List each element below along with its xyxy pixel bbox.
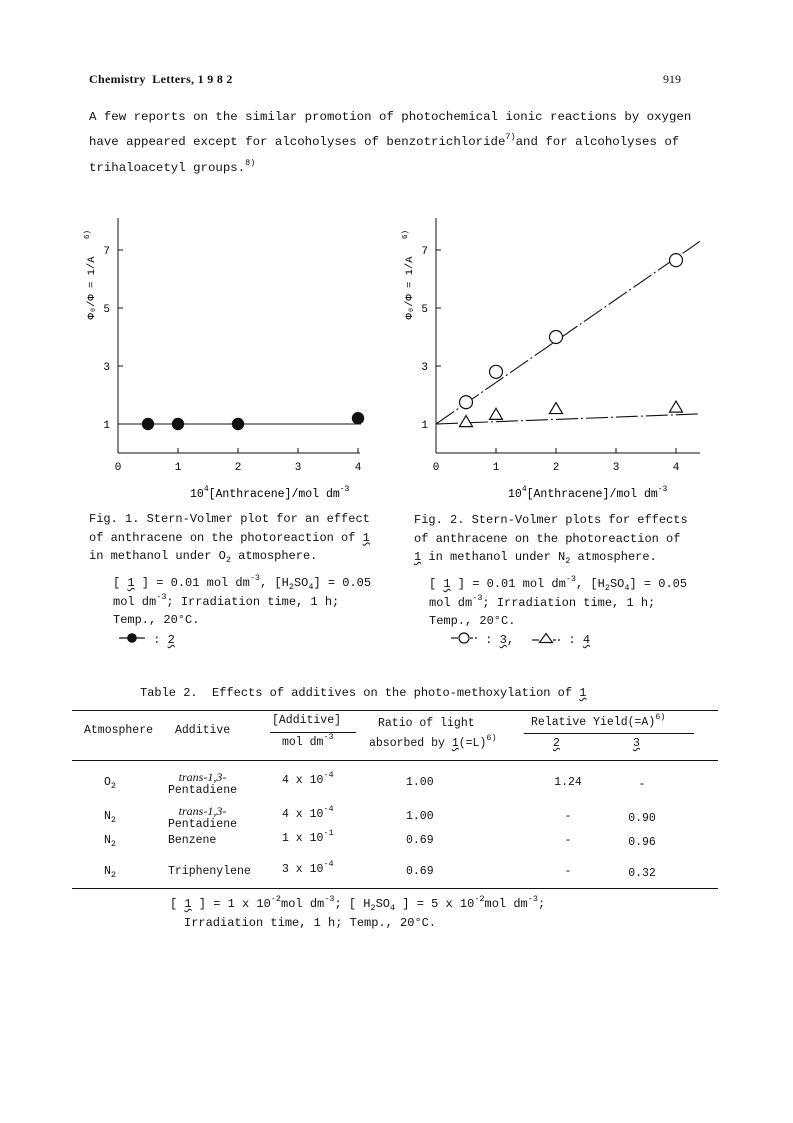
- fig1-legend: [118, 631, 175, 650]
- fig2-caption-text: in methanol under N: [421, 550, 566, 564]
- fig2-x-tick-label: 4: [672, 462, 680, 474]
- fig2-caption-line: of anthracene on the photoreaction of: [414, 531, 681, 546]
- fig2-x-label-exp: -3: [657, 485, 668, 494]
- fig2-point-4: [460, 416, 473, 427]
- paragraph-line: [89, 158, 256, 175]
- compound-number: 3: [499, 633, 507, 647]
- cell-yield-2: -: [564, 865, 572, 878]
- cond-text: mol dm: [429, 595, 473, 610]
- fig2-point-3: [670, 254, 683, 267]
- fig1-y-label-ref: 6): [84, 229, 92, 239]
- paragraph-line: A few reports on the similar promotion of photochemical ionic reactions by oxygen: [89, 110, 692, 124]
- foot-text: ] = 1 x 10: [191, 897, 271, 911]
- cond-text: ] = 0.05: [313, 576, 372, 590]
- cell-yield-3: 0.32: [628, 867, 656, 880]
- col-header-conc: [Additive]: [272, 714, 342, 727]
- cond-text: , [H: [576, 577, 605, 591]
- superscript: -4: [323, 859, 334, 869]
- fig2-point-4: [670, 401, 683, 412]
- subscript: 2: [225, 555, 231, 565]
- paragraph-text: and for alcoholyses of: [515, 135, 680, 149]
- cell-additive: [168, 834, 216, 848]
- col-header-atmosphere: Atmosphere: [84, 724, 154, 737]
- additive-line: Pentadiene: [168, 818, 238, 831]
- fig2-x-label-sup: 4: [521, 485, 527, 494]
- fig1-conditions: [113, 574, 371, 630]
- fig1-caption: [89, 510, 370, 566]
- foot-text: mol dm: [281, 897, 325, 911]
- subscript: 4: [308, 582, 314, 592]
- col-header-ratio-sub: [369, 733, 497, 750]
- fig2-x-label-pre: 10: [508, 488, 522, 501]
- filled-circle-legend-icon: [118, 632, 146, 644]
- figure-1-chart: [80, 190, 380, 510]
- table-bottom-rule: [72, 888, 718, 889]
- compound-number: 4: [582, 633, 591, 647]
- cond-text: , [H: [260, 576, 289, 590]
- table-title-text: Table 2. Effects of additives on the photo-methoxylation of: [140, 686, 573, 700]
- fig2-y-tick-label: 3: [421, 362, 428, 374]
- cell-yield-2: 1.24: [554, 776, 582, 789]
- table-top-rule: [72, 710, 718, 711]
- header-text: absorbed by: [369, 737, 452, 750]
- fig2-cond-line: [429, 575, 687, 594]
- fig1-x-tick-label: 0: [114, 462, 122, 474]
- fig1-x-label-exp: -3: [339, 485, 350, 494]
- compound-number: 1: [451, 737, 459, 750]
- fig2-legend: [450, 631, 590, 650]
- col-header-ratio: Ratio of light: [378, 717, 475, 730]
- cell-additive: [168, 865, 251, 879]
- open-triangle-legend-icon: [531, 632, 561, 644]
- fig2-caption-text: atmosphere.: [570, 550, 657, 564]
- superscript: -2: [270, 894, 282, 904]
- legend-sep: :: [561, 633, 583, 647]
- paragraph-text: have appeared except for alcoholyses of benzotrichloride: [89, 135, 506, 149]
- superscript: -3: [565, 574, 577, 584]
- superscript: -3: [323, 732, 334, 742]
- fig1-x-label-sup: 4: [203, 485, 209, 494]
- fig2-fit-lines: [436, 241, 700, 424]
- fig2-y-axis-label: [402, 230, 416, 320]
- cond-text: SO: [609, 577, 625, 591]
- fig1-x-tick-label: 3: [294, 462, 302, 474]
- subscript: 4: [624, 583, 630, 593]
- figure-2-chart: [398, 190, 710, 510]
- atm-text: N: [104, 834, 111, 847]
- unit-text: mol dm: [282, 736, 324, 749]
- conc-text: 1 x 10: [282, 832, 324, 845]
- fig1-x-tick-label: 2: [234, 462, 242, 474]
- fig2-point-3: [490, 365, 503, 378]
- cell-yield-2: -: [564, 834, 572, 847]
- fig1-y-tick-label: 7: [103, 246, 110, 258]
- fig1-y-axis-label: [84, 230, 98, 320]
- fig2-y-label-ref: 6): [402, 229, 410, 239]
- fig2-y-tick-label: 5: [421, 304, 428, 316]
- cell-concentration: [282, 828, 334, 845]
- fig1-caption-line: Fig. 1. Stern-Volmer plot for an effect: [89, 512, 370, 526]
- cell-additive: [168, 770, 237, 798]
- cell-atmosphere: [104, 834, 116, 847]
- cond-text: ] = 0.01 mol dm: [134, 576, 250, 590]
- fig1-cond-line: [113, 593, 371, 612]
- footnote-line: [170, 895, 545, 914]
- foot-text: ] = 5 x 10: [395, 897, 475, 911]
- fig2-cond-line: [429, 594, 687, 613]
- legend-sep: :: [146, 633, 168, 647]
- reference-mark: 7): [505, 132, 516, 142]
- fig1-y-tick-label: 1: [103, 420, 110, 432]
- open-circle-legend-icon: [450, 632, 478, 644]
- reference-mark: 8): [245, 158, 256, 168]
- atm-text: N: [104, 865, 111, 878]
- superscript: -1: [323, 828, 334, 838]
- cell-concentration: [282, 859, 334, 876]
- fig1-x-label-main: [Anthracene]/mol dm: [208, 488, 340, 501]
- conc-text: 4 x 10: [282, 808, 324, 821]
- fig2-conditions: [429, 575, 687, 631]
- fig2-x-tick-label: 0: [432, 462, 440, 474]
- cell-atmosphere: [104, 810, 116, 823]
- paragraph-text: trihaloacetyl groups.: [89, 161, 246, 175]
- fig1-y-tick-label: 3: [103, 362, 110, 374]
- fig2-caption: [414, 511, 688, 567]
- subscript: 2: [370, 903, 376, 913]
- compound-number: 1: [443, 577, 451, 591]
- footnote-line: Irradiation time, 1 h; Temp., 20°C.: [184, 915, 437, 930]
- cell-concentration: [282, 804, 334, 821]
- subscript: 2: [110, 870, 117, 880]
- cell-yield-3: 0.96: [628, 836, 656, 849]
- superscript: -2: [474, 894, 485, 904]
- fig1-point-2: [172, 418, 184, 430]
- fig2-caption-line: Fig. 2. Stern-Volmer plots for effects: [414, 513, 688, 527]
- subscript: 2: [110, 815, 117, 825]
- cell-ratio: 1.00: [406, 810, 434, 823]
- fig1-caption-text: atmosphere.: [230, 549, 318, 563]
- fig1-x-tick-label: 1: [174, 462, 182, 474]
- additive-line: trans-1,3-: [178, 770, 227, 784]
- cell-yield-2: -: [564, 810, 572, 823]
- compound-number: 2: [167, 633, 175, 647]
- fig2-y-label-text: Φ₀/Φ = 1/A: [404, 256, 416, 320]
- table-header-rule: [72, 760, 718, 761]
- fig1-caption-line: [89, 529, 370, 548]
- table-title: [140, 686, 586, 700]
- page-number: 919: [663, 72, 681, 86]
- fig2-cond-line: Temp., 20°C.: [429, 614, 516, 628]
- cell-ratio: 1.00: [406, 776, 434, 789]
- fig2-x-tick-label: 1: [492, 462, 500, 474]
- fig1-ticks: [103, 246, 361, 474]
- fig2-fit-line-4: [436, 414, 700, 424]
- col-header-conc-unit: [282, 732, 334, 749]
- cond-text: [: [113, 576, 128, 590]
- cell-additive: [168, 804, 237, 832]
- journal-header: Chemistry Letters, 1 9 8 2: [89, 72, 233, 86]
- fig1-x-label-pre: 10: [190, 488, 204, 501]
- col-header-compound-3: 3: [633, 737, 640, 750]
- foot-text: ;: [537, 897, 546, 911]
- fig2-fit-line-3: [436, 241, 700, 424]
- fig2-point-4: [550, 403, 563, 414]
- cell-atmosphere: [104, 865, 116, 878]
- subscript: 4: [389, 903, 396, 913]
- superscript: -3: [472, 592, 483, 603]
- cell-ratio: 0.69: [406, 865, 434, 878]
- cond-text: ; Irradiation time, 1 h;: [482, 595, 656, 610]
- fig2-point-3: [550, 331, 563, 344]
- compound-number: 1: [414, 550, 422, 564]
- cell-ratio: 0.69: [406, 834, 434, 847]
- foot-text: ; [ H: [334, 897, 371, 911]
- superscript: -3: [156, 591, 167, 602]
- fig2-data-points: [460, 254, 683, 427]
- superscript: -4: [323, 770, 334, 780]
- atm-text: O: [104, 776, 111, 789]
- compound-number: 1: [184, 897, 192, 911]
- fig1-y-label-text: Φ₀/Φ = 1/A: [86, 256, 98, 320]
- fig2-x-tick-label: 2: [552, 462, 560, 474]
- header-text: (=L): [458, 737, 487, 750]
- fig1-cond-line: Temp., 20°C.: [113, 613, 200, 627]
- fig1-cond-line: [113, 574, 371, 593]
- fig2-x-label-main: [Anthracene]/mol dm: [526, 488, 658, 501]
- col-header-yield-rule: [524, 733, 694, 734]
- fig1-caption-text: of anthracene on the photoreaction of: [89, 530, 356, 545]
- cond-text: [: [429, 577, 444, 591]
- fig2-caption-line: [414, 548, 688, 567]
- cell-yield-3: -: [638, 778, 646, 791]
- fig1-data-points: [142, 412, 364, 430]
- legend-sep: ,: [506, 633, 515, 647]
- additive-line: Benzene: [168, 834, 217, 847]
- header-text: Relative Yield(=A): [531, 716, 656, 729]
- fig2-x-tick-label: 3: [612, 462, 620, 474]
- fig1-caption-line: [89, 547, 370, 566]
- compound-number: 1: [362, 530, 370, 545]
- cond-text: ] = 0.05: [629, 577, 688, 591]
- fig2-point-4: [490, 408, 503, 419]
- cell-yield-3: 0.90: [628, 812, 656, 825]
- cond-text: ; Irradiation time, 1 h;: [166, 594, 340, 609]
- subscript: 2: [604, 583, 610, 593]
- reference-mark: 6): [655, 712, 666, 722]
- foot-text: mol dm: [484, 897, 528, 911]
- fig2-x-axis-label: [508, 485, 668, 501]
- col-header-yield: [531, 712, 666, 729]
- subscript: 2: [110, 781, 117, 791]
- superscript: -3: [324, 894, 335, 904]
- fig2-point-3: [460, 396, 473, 409]
- foot-text: SO: [375, 897, 390, 911]
- fig1-caption-text: in methanol under O: [89, 549, 226, 563]
- subscript: 2: [110, 839, 117, 849]
- cond-text: ] = 0.01 mol dm: [450, 577, 566, 591]
- col-header-conc-rule: [270, 732, 356, 733]
- cond-text: SO: [293, 576, 309, 590]
- cond-text: mol dm: [113, 594, 157, 609]
- additive-line: Triphenylene: [168, 865, 251, 878]
- subscript: 2: [288, 582, 294, 592]
- fig1-y-tick-label: 5: [103, 304, 110, 316]
- conc-text: 3 x 10: [282, 863, 324, 876]
- superscript: -4: [323, 804, 334, 814]
- col-header-additive: Additive: [175, 724, 231, 737]
- fig1-point-2: [232, 418, 244, 430]
- compound-number: 1: [579, 686, 587, 700]
- fig1-x-axis-label: [190, 485, 350, 501]
- col-header-compound-2: 2: [553, 737, 560, 750]
- fig2-y-tick-label: 1: [421, 420, 428, 432]
- cell-concentration: [282, 770, 334, 787]
- fig2-ticks: [421, 246, 679, 474]
- superscript: -3: [249, 573, 261, 583]
- foot-text: [: [170, 897, 185, 911]
- conc-text: 4 x 10: [282, 774, 324, 787]
- additive-line: Pentadiene: [168, 784, 238, 797]
- atm-text: N: [104, 810, 111, 823]
- paragraph-line: [89, 132, 680, 149]
- fig1-point-2: [352, 412, 364, 424]
- additive-line: trans-1,3-: [178, 804, 227, 818]
- reference-mark: 6): [486, 733, 497, 743]
- fig1-point-2: [142, 418, 154, 430]
- superscript: -3: [527, 894, 538, 904]
- table-footnote: [170, 895, 545, 932]
- legend-sep: :: [478, 633, 500, 647]
- compound-number: 1: [127, 576, 135, 590]
- fig1-x-tick-label: 4: [354, 462, 362, 474]
- subscript: 2: [565, 556, 571, 566]
- cell-atmosphere: [104, 776, 116, 789]
- fig2-y-tick-label: 7: [421, 246, 428, 258]
